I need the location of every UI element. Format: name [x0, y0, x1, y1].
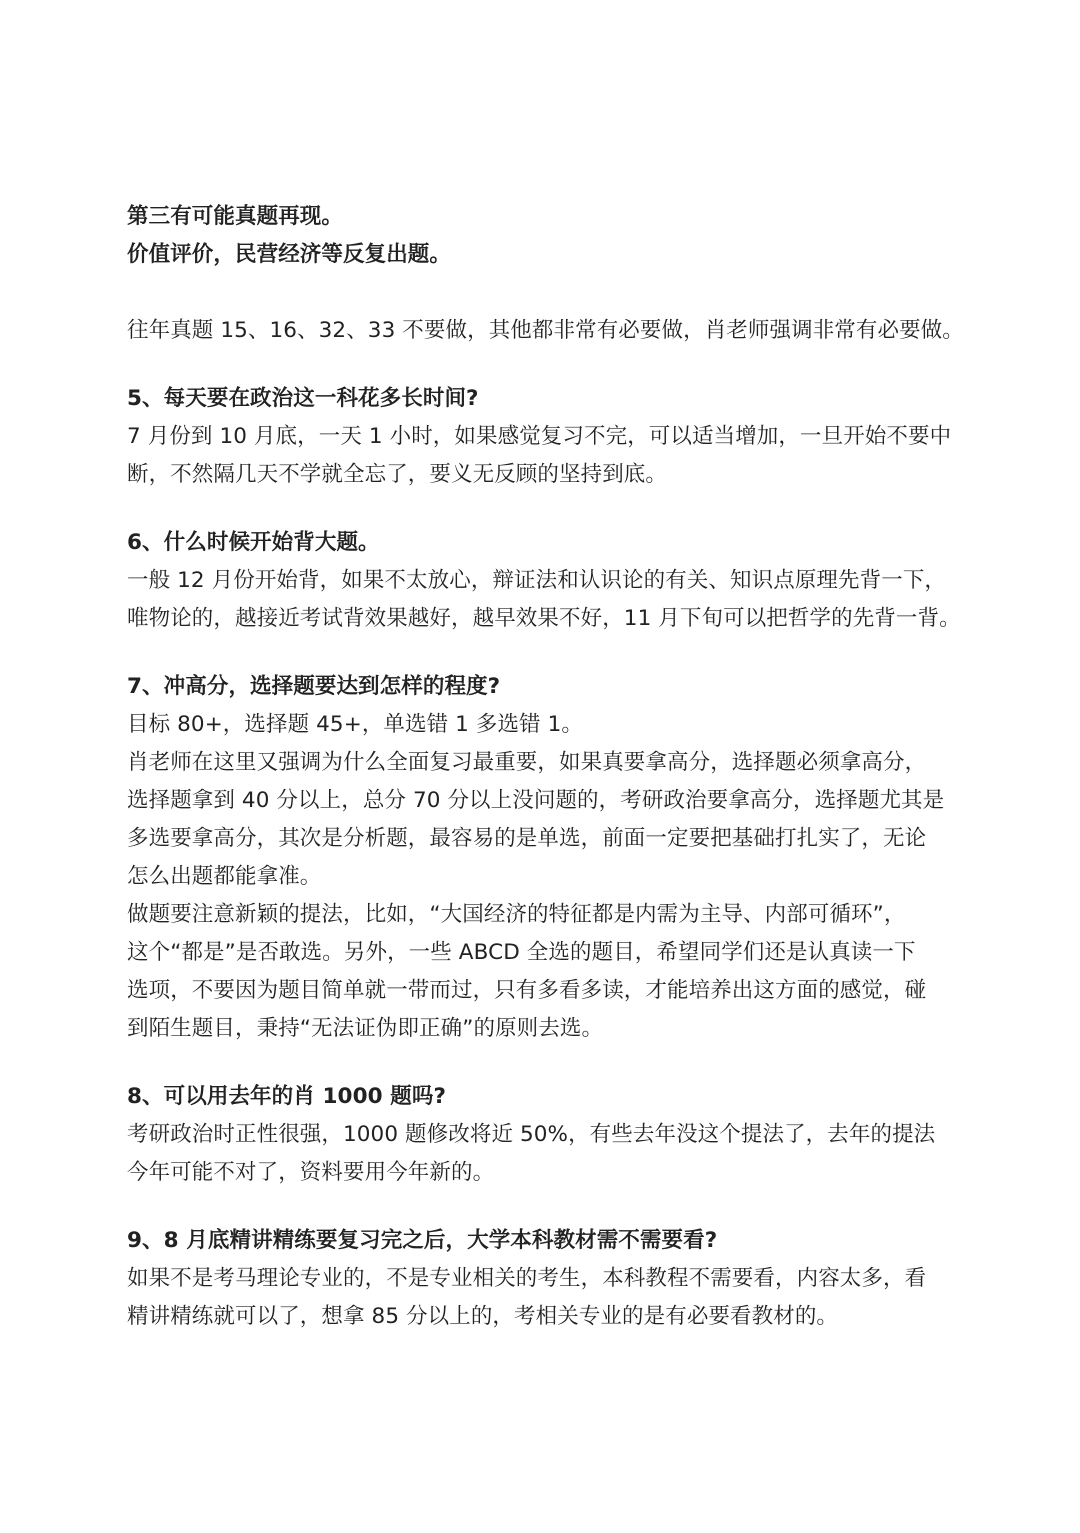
paragraph-line: 今年可能不对了，资料要用今年新的。	[127, 1160, 495, 1185]
paragraph-line: 怎么出题都能拿准。	[127, 864, 322, 889]
paragraph-line: 做题要注意新颖的提法，比如，“大国经济的特征都是内需为主导、内部可循环”，	[127, 902, 906, 927]
paragraph-line: 如果不是考马理论专业的，不是专业相关的考生，本科教程不需要看，内容太多，看	[127, 1266, 927, 1291]
question-6-title: 6、什么时候开始背大题。	[127, 530, 380, 555]
paragraph-line: 目标 80+，选择题 45+，单选错 1 多选错 1。	[127, 712, 583, 737]
question-5	[127, 380, 953, 494]
question-8	[127, 1078, 953, 1192]
paragraph-line: 到陌生题目，秉持“无法证伪即正确”的原则去选。	[127, 1016, 604, 1041]
paragraph-line: 7 月份到 10 月底，一天 1 小时，如果感觉复习不完，可以适当增加，一旦开始不要中	[127, 424, 952, 449]
document-body	[127, 198, 964, 1336]
paragraph-line: 考研政治时正性很强，1000 题修改将近 50%，有些去年没这个提法了，去年的提法	[127, 1122, 936, 1147]
question-9	[127, 1222, 953, 1336]
paragraph-line: 选项，不要因为题目简单就一带而过，只有多看多读，才能培养出这方面的感觉，碰	[127, 978, 927, 1003]
question-7	[127, 668, 953, 1048]
intro-note: 往年真题 15、16、32、33 不要做，其他都非常有必要做，肖老师强调非常有必要做。	[127, 318, 964, 343]
question-5-title: 5、每天要在政治这一科花多长时间?	[127, 386, 479, 411]
paragraph-line: 肖老师在这里又强调为什么全面复习最重要，如果真要拿高分，选择题必须拿高分，	[127, 750, 927, 775]
paragraph-line: 精讲精练就可以了，想拿 85 分以上的，考相关专业的是有必要看教材的。	[127, 1304, 839, 1329]
question-8-title: 8、可以用去年的肖 1000 题吗?	[127, 1084, 447, 1109]
paragraph-line: 多选要拿高分，其次是分析题，最容易的是单选，前面一定要把基础打扎实了，无论	[127, 826, 927, 851]
question-9-title: 9、8 月底精讲精练要复习完之后，大学本科教材需不需要看?	[127, 1228, 718, 1253]
paragraph-line: 唯物论的，越接近考试背效果越好，越早效果不好，11 月下旬可以把哲学的先背一背。	[127, 606, 961, 631]
paragraph-line: 这个“都是”是否敢选。另外，一些 ABCD 全选的题目，希望同学们还是认真读一下	[127, 940, 916, 965]
intro-line-2: 价值评价，民营经济等反复出题。	[127, 242, 452, 267]
intro-section	[127, 198, 964, 350]
paragraph-line: 一般 12 月份开始背，如果不太放心，辩证法和认识论的有关、知识点原理先背一下，	[127, 568, 947, 593]
intro-line-1: 第三有可能真题再现。	[127, 204, 344, 229]
question-7-title: 7、冲高分，选择题要达到怎样的程度?	[127, 674, 501, 699]
paragraph-line: 断，不然隔几天不学就全忘了，要义无反顾的坚持到底。	[127, 462, 668, 487]
paragraph-line: 选择题拿到 40 分以上，总分 70 分以上没问题的，考研政治要拿高分，选择题尤其是	[127, 788, 945, 813]
question-6	[127, 524, 961, 638]
